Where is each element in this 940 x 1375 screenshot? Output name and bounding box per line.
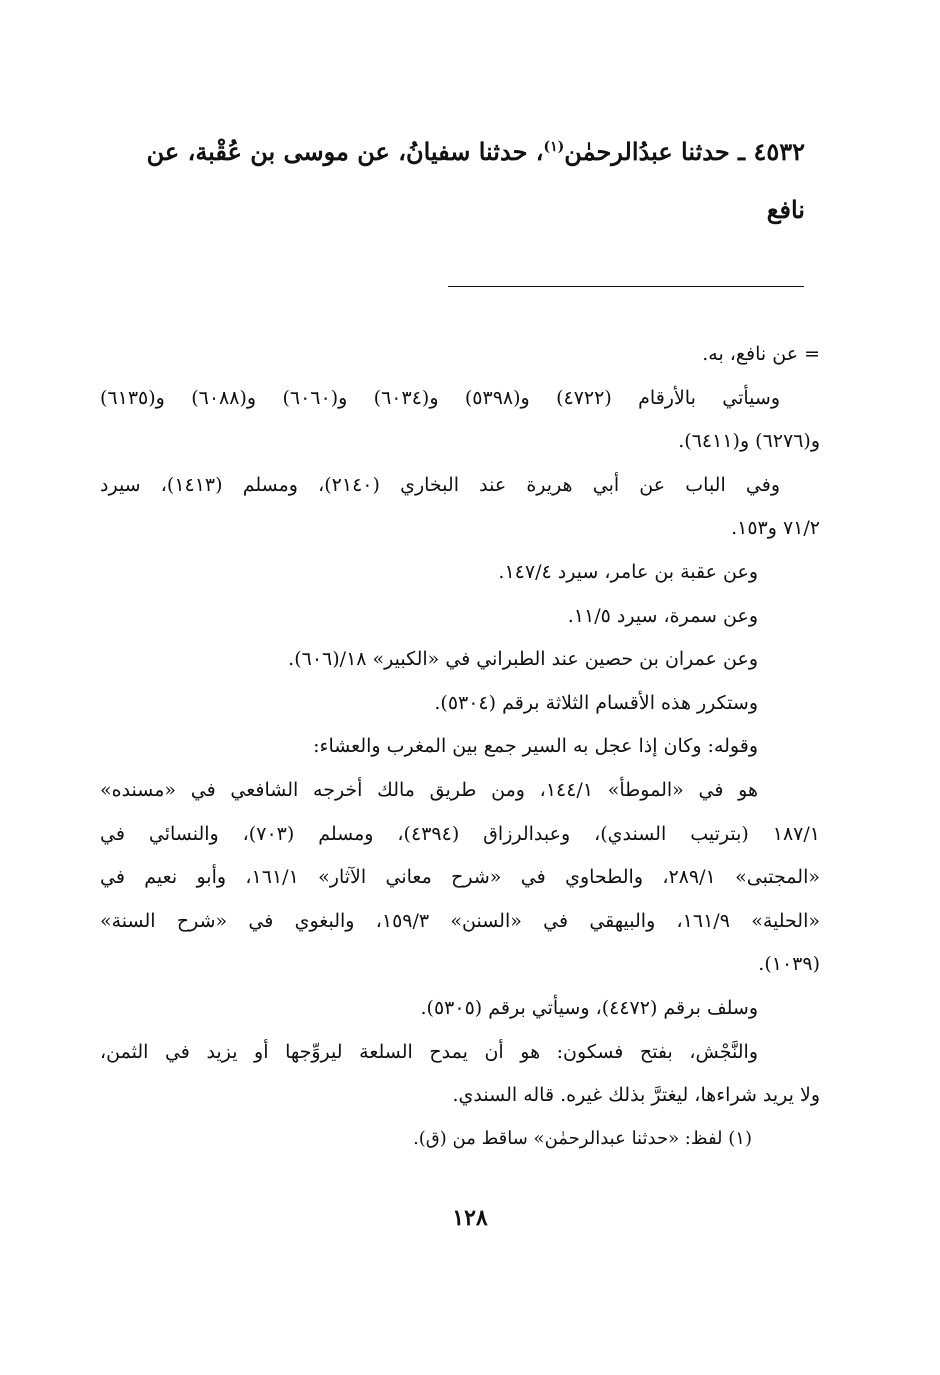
note-line: هو في «الموطأ» ١٤٤/١، ومن طريق مالك أخرجه الشافعي في «مسنده» (100, 778, 758, 801)
note-line: وعن عمران بن حصين عند الطبراني في «الكبير» ١٨/(٦٠٦). (288, 648, 758, 671)
note-line: وفي الباب عن أبي هريرة عند البخاري (٢١٤٠)، ومسلم (١٤١٣)، سيرد (100, 473, 781, 496)
note-line: ولا يريد شراءها، ليغترَّ بذلك غيره. قاله السندي. (452, 1084, 820, 1107)
hadith-line-2: نافع (766, 195, 805, 224)
note-line: ٧١/٢ و١٥٣. (731, 517, 820, 540)
note-line: وعن عقبة بن عامر، سيرد ١٤٧/٤. (498, 560, 758, 583)
note-line: = عن نافع، به. (702, 343, 820, 365)
section-divider (448, 286, 804, 287)
footnote: (١) لفظ: «حدثنا عبدالرحمٰن» ساقط من (ق). (413, 1128, 752, 1149)
note-line: والنَّجْش، بفتح فسكون: هو أن يمدح السلعة ليروِّجها أو يزيد في الثمن، (100, 1040, 758, 1063)
note-line: وسيأتي بالأرقام (٤٧٢٢) و(٥٣٩٨) و(٦٠٣٤) و(٦٠٦٠) و(٦٠٨٨) و(٦١٣٥) (100, 386, 780, 409)
page-number: ١٢٨ (452, 1205, 488, 1231)
note-line: و(٦٢٧٦) و(٦٤١١). (678, 430, 820, 453)
note-line: وقوله: وكان إذا عجل به السير جمع بين المغرب والعشاء: (313, 735, 758, 758)
note-line: ١٨٧/١ (بترتيب السندي)، وعبدالرزاق (٤٣٩٤)، ومسلم (٧٠٣)، والنسائي في (100, 822, 820, 845)
commentary-notes (100, 333, 820, 1118)
hadith-line-1: ٤٥٣٢ ـ حدثنا عبدُالرحمٰن$^{(١)}$، حدثنا سفيانُ، عن موسى بن عُقْبة، عن (146, 137, 805, 166)
note-line: وعن سمرة، سيرد ١١/٥. (567, 604, 758, 627)
note-line: «المجتبى» ٢٨٩/١، والطحاوي في «شرح معاني الآثار» ١٦١/١، وأبو نعيم في (100, 866, 820, 889)
note-line: (١٠٣٩). (758, 953, 820, 976)
note-line: «الحلية» ١٦١/٩، والبيهقي في «السنن» ١٥٩/٣، والبغوي في «شرح السنة» (100, 909, 820, 932)
footnote-reference: (١) (543, 139, 565, 155)
note-line: وستكرر هذه الأقسام الثلاثة برقم (٥٣٠٤). (434, 691, 758, 714)
note-line: وسلف برقم (٤٤٧٢)، وسيأتي برقم (٥٣٠٥). (420, 996, 758, 1019)
hadith-text (100, 118, 805, 239)
